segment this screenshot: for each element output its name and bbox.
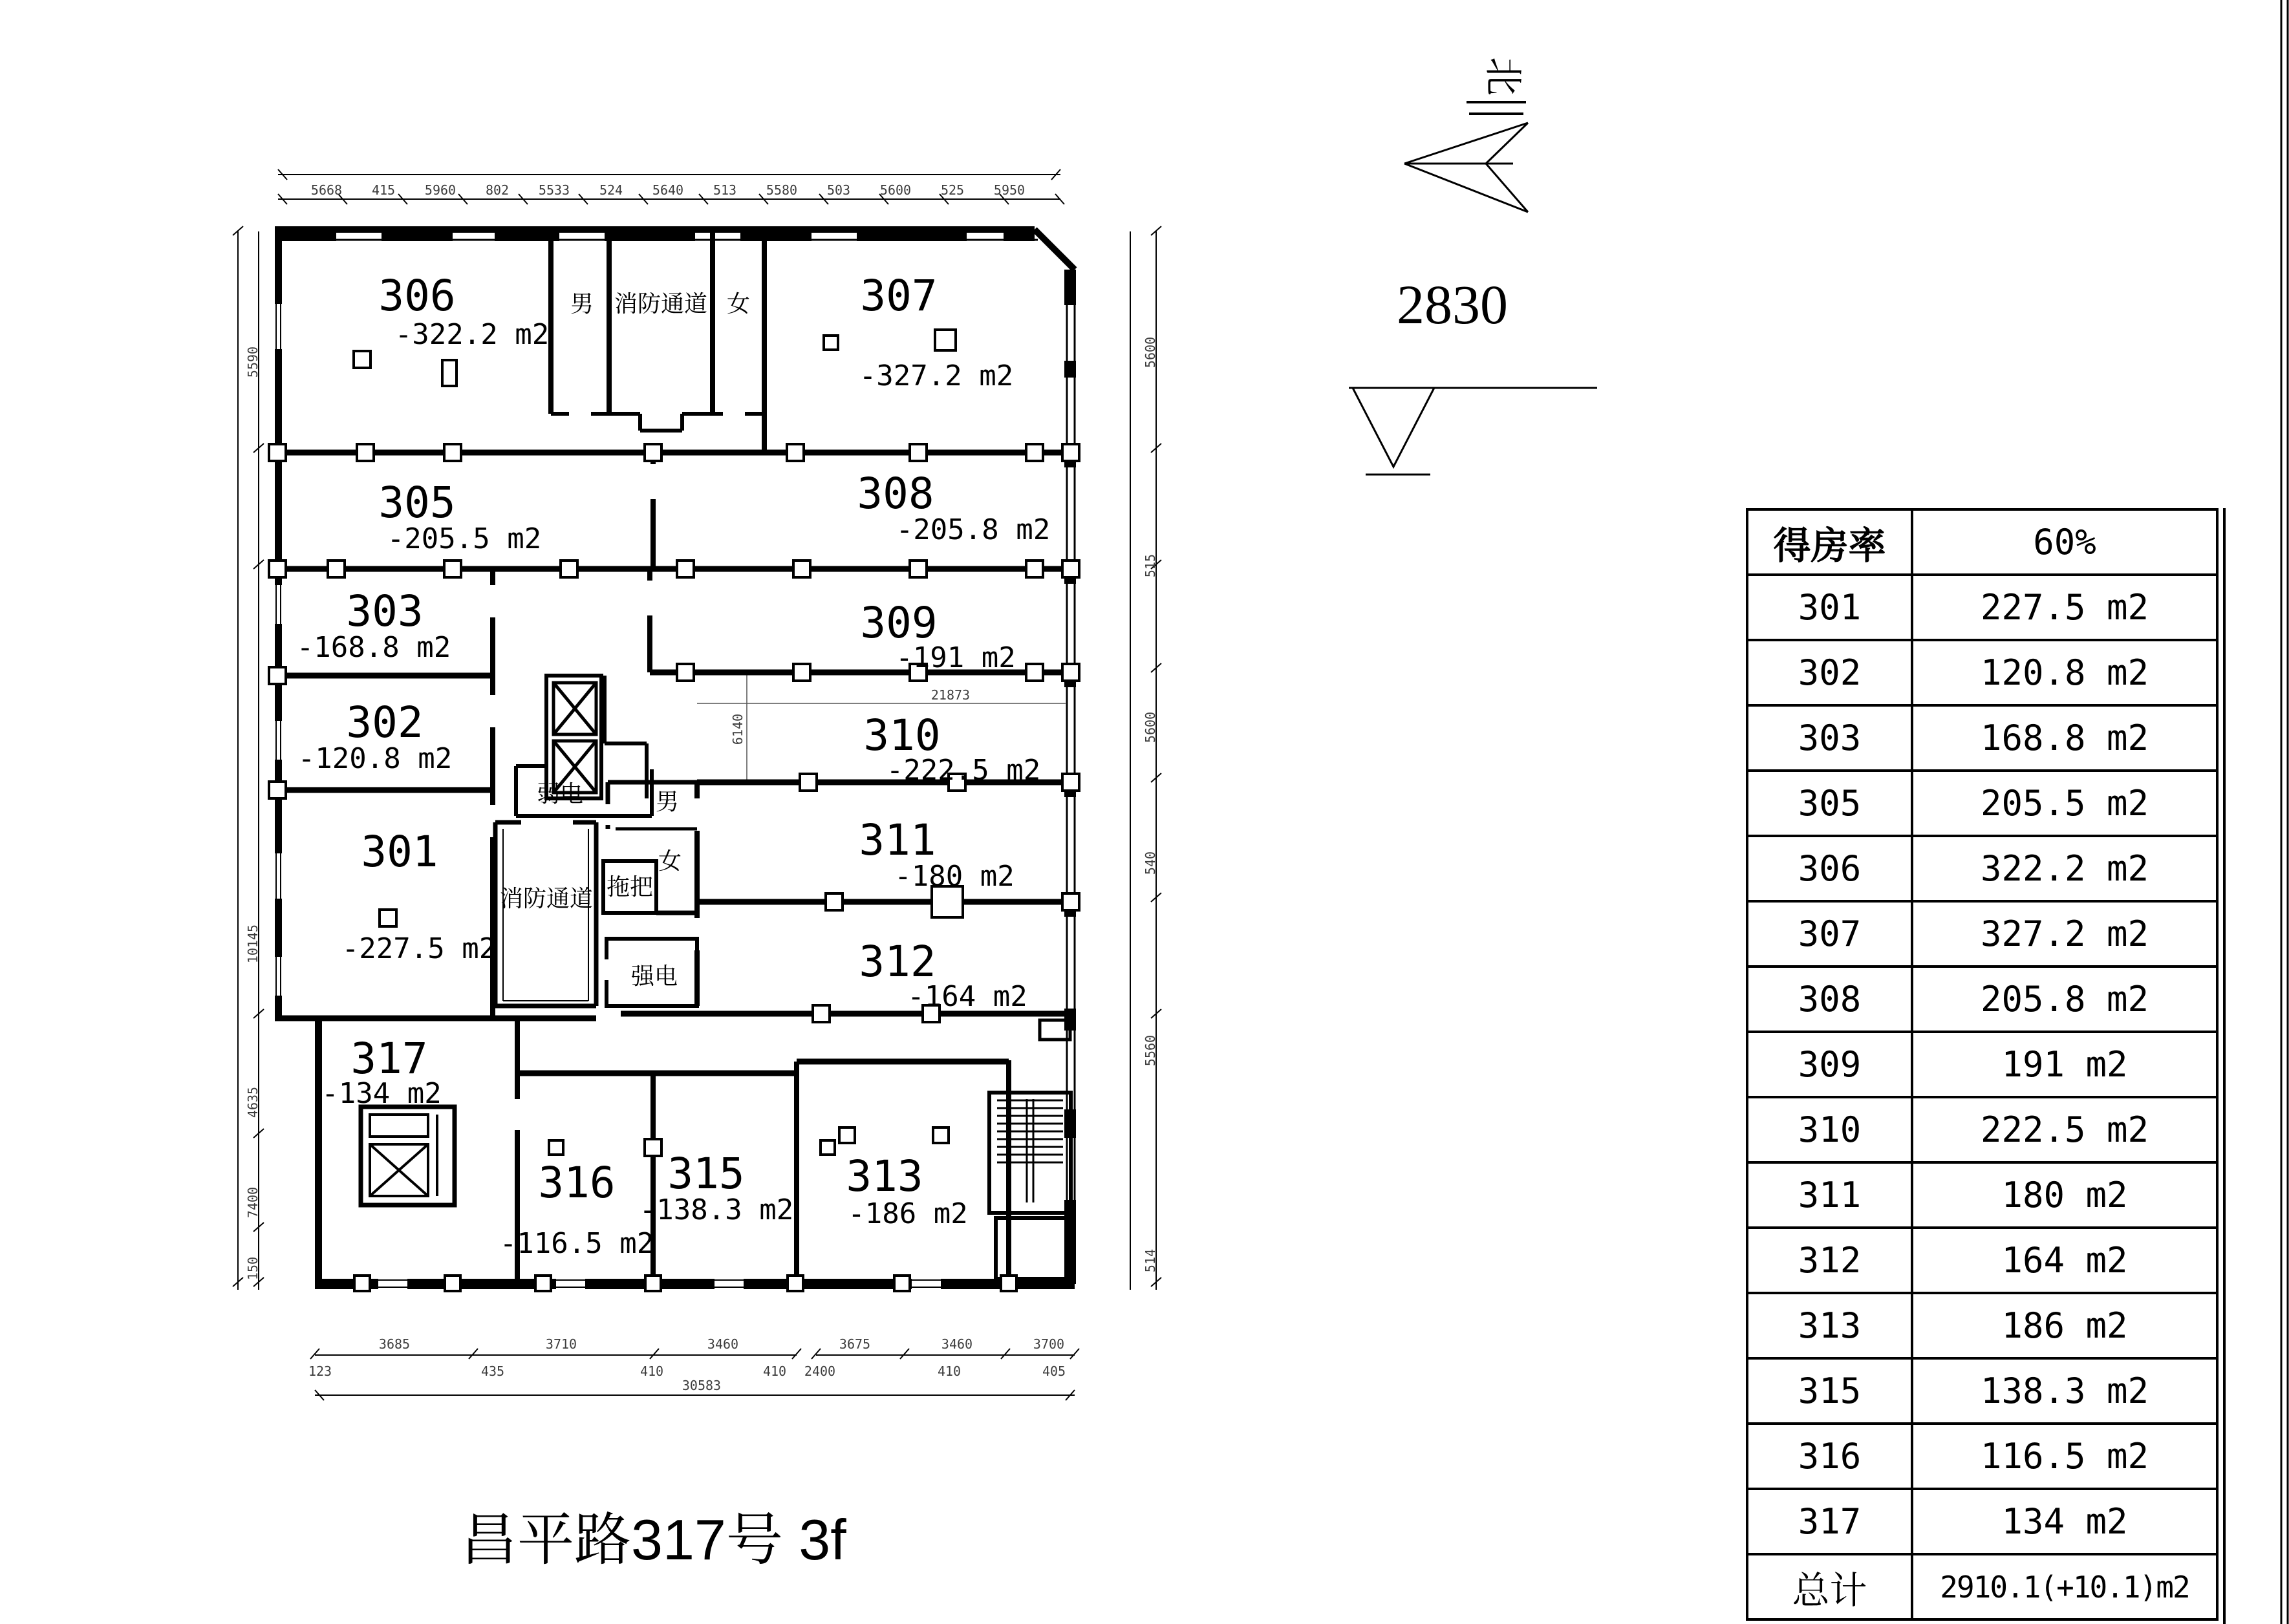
- dim-label: 515: [1143, 553, 1158, 578]
- room-area-cell: 227.5 m2: [1912, 575, 2217, 640]
- room-area-305: -205.5 m2: [387, 522, 542, 555]
- room-area-317: -134 m2: [321, 1077, 442, 1110]
- table-row: [1747, 836, 2217, 901]
- table-header-row: [1747, 509, 2217, 575]
- dim-label: 5600: [879, 182, 912, 198]
- exterior-wall-bottom: [315, 1277, 1075, 1290]
- table-row: [1747, 967, 2217, 1032]
- room-area-cell: 191 m2: [1912, 1032, 2217, 1097]
- area-table-grid: [1746, 508, 2219, 1621]
- dim-label: 5640: [652, 182, 684, 198]
- dim-label: 3460: [941, 1336, 973, 1352]
- room-area-310: -222.5 m2: [886, 754, 1041, 787]
- plan-title: 昌平路317号 3f: [460, 1508, 846, 1572]
- table-row: [1747, 705, 2217, 771]
- room-number-cell: 307: [1747, 901, 1912, 967]
- dim-label: 2400: [804, 1363, 836, 1379]
- room-area-cell: 222.5 m2: [1912, 1097, 2217, 1162]
- room-number-cell: 305: [1747, 771, 1912, 836]
- room-number-307: 307: [860, 271, 938, 321]
- room-area-313: -186 m2: [848, 1197, 968, 1230]
- room-area-309: -191 m2: [896, 641, 1016, 674]
- dim-label: 5960: [424, 182, 457, 198]
- core-label: 女: [726, 290, 751, 317]
- room-area-306: -322.2 m2: [394, 318, 550, 351]
- dim-label: 4635: [245, 1086, 261, 1118]
- dim-label: 30583: [682, 1378, 722, 1393]
- dim-label: 525: [940, 182, 965, 198]
- dim-label: 5590: [245, 346, 261, 378]
- room-number-cell: 312: [1747, 1228, 1912, 1293]
- north-label: 北: [1481, 57, 1525, 96]
- room-number-313: 313: [846, 1151, 923, 1201]
- core-label: 强电: [630, 963, 678, 989]
- room-area-cell: 186 m2: [1912, 1293, 2217, 1358]
- room-number-cell: 315: [1747, 1358, 1912, 1424]
- room-area-cell: 120.8 m2: [1912, 640, 2217, 705]
- room-number-301: 301: [361, 827, 438, 877]
- room-number-cell: 306: [1747, 836, 1912, 901]
- core-label: 男: [570, 290, 594, 317]
- room-labels: [297, 271, 1050, 1260]
- core-label: 拖把: [606, 873, 654, 900]
- room-number-cell: 310: [1747, 1097, 1912, 1162]
- table-row: [1747, 1293, 2217, 1358]
- room-area-cell: 180 m2: [1912, 1162, 2217, 1228]
- room-area-303: -168.8 m2: [296, 631, 451, 664]
- table-row: [1747, 640, 2217, 705]
- dim-label: 5560: [1143, 1034, 1158, 1067]
- north-arrow-icon: [1404, 123, 1528, 212]
- room-number-cell: 313: [1747, 1293, 1912, 1358]
- dim-label: 540: [1143, 851, 1158, 875]
- room-number-cell: 309: [1747, 1032, 1912, 1097]
- room-number-306: 306: [378, 271, 456, 321]
- dim-label: 7400: [245, 1186, 261, 1219]
- north-arrow: [1404, 57, 1528, 212]
- dim-label: 513: [713, 182, 737, 198]
- dim-label: 405: [1042, 1363, 1066, 1379]
- table-total-row: [1747, 1554, 2217, 1619]
- room-area-cell: 164 m2: [1912, 1228, 2217, 1293]
- core-label: 弱电: [536, 780, 584, 807]
- dim-label: 435: [480, 1363, 505, 1379]
- room-area-308: -205.8 m2: [896, 513, 1051, 546]
- dim-label: 524: [599, 182, 623, 198]
- table-row: [1747, 1489, 2217, 1554]
- room-area-311: -180 m2: [894, 860, 1015, 893]
- dim-label: 5580: [766, 182, 798, 198]
- dim-label: 410: [937, 1363, 962, 1379]
- dim-label: 503: [826, 182, 851, 198]
- room-area-307: -327.2 m2: [859, 359, 1014, 392]
- table-header-ratio-value: 60%: [1912, 509, 2217, 575]
- area-table: [1746, 508, 2226, 1624]
- room-area-cell: 205.8 m2: [1912, 967, 2217, 1032]
- room-number-cell: 317: [1747, 1489, 1912, 1554]
- room-number-310: 310: [863, 710, 941, 760]
- room-number-cell: 301: [1747, 575, 1912, 640]
- dim-label: 3685: [378, 1336, 411, 1352]
- dim-label: 410: [639, 1363, 664, 1379]
- dim-label: 6140: [730, 713, 746, 745]
- dim-label: 10145: [245, 924, 261, 964]
- room-area-312: -164 m2: [907, 980, 1027, 1013]
- room-area-cell: 168.8 m2: [1912, 705, 2217, 771]
- dim-label: 514: [1143, 1248, 1158, 1273]
- room-area-316: -116.5 m2: [499, 1227, 654, 1260]
- room-area-cell: 2910.1(+10.1)m2: [1912, 1554, 2217, 1619]
- table-row: [1747, 1032, 2217, 1097]
- dim-label: 150: [245, 1256, 261, 1281]
- core-label: 消防通道: [499, 885, 594, 912]
- dim-label: 3675: [839, 1336, 871, 1352]
- room-number-cell: 316: [1747, 1424, 1912, 1489]
- dim-label: 5533: [538, 182, 570, 198]
- room-number-302: 302: [346, 698, 424, 747]
- table-row: [1747, 1228, 2217, 1293]
- room-area-301: -227.5 m2: [341, 932, 497, 965]
- room-area-302: -120.8 m2: [297, 742, 453, 775]
- room-number-316: 316: [538, 1158, 616, 1208]
- dim-label: 5600: [1143, 711, 1158, 743]
- room-number-311: 311: [859, 815, 936, 865]
- room-number-cell: 308: [1747, 967, 1912, 1032]
- room-number-cell: 303: [1747, 705, 1912, 771]
- core-label: 女: [658, 848, 682, 874]
- room-number-cell: 311: [1747, 1162, 1912, 1228]
- room-area-cell: 116.5 m2: [1912, 1424, 2217, 1489]
- room-area-cell: 205.5 m2: [1912, 771, 2217, 836]
- table-row: [1747, 901, 2217, 967]
- table-row: [1747, 771, 2217, 836]
- room-number-cell: 总计: [1747, 1554, 1912, 1619]
- elevation-mark: [1349, 273, 1597, 475]
- dim-label: 3460: [707, 1336, 739, 1352]
- dim-label: 5600: [1143, 336, 1158, 369]
- table-row: [1747, 1424, 2217, 1489]
- level-symbol-icon: [1349, 388, 1597, 475]
- sheet-border: [2281, 0, 2288, 1624]
- core-label: 男: [655, 788, 680, 815]
- room-number-309: 309: [860, 598, 938, 648]
- table-row: [1747, 1162, 2217, 1228]
- room-number-317: 317: [350, 1034, 428, 1084]
- dim-label: 3700: [1033, 1336, 1065, 1352]
- room-area-cell: 134 m2: [1912, 1489, 2217, 1554]
- room-area-315: -138.3 m2: [639, 1193, 794, 1226]
- table-row: [1747, 1358, 2217, 1424]
- dim-label: 123: [308, 1363, 332, 1379]
- room-number-cell: 302: [1747, 640, 1912, 705]
- room-area-cell: 138.3 m2: [1912, 1358, 2217, 1424]
- dim-label: 410: [762, 1363, 787, 1379]
- room-number-305: 305: [378, 478, 456, 528]
- dim-label: 5950: [993, 182, 1026, 198]
- dim-label: 5668: [310, 182, 343, 198]
- dim-label: 21873: [930, 687, 971, 703]
- room-area-cell: 322.2 m2: [1912, 836, 2217, 901]
- core-label: 消防通道: [614, 290, 708, 317]
- table-header-ratio: 得房率: [1747, 509, 1912, 575]
- room-number-303: 303: [346, 586, 424, 636]
- dim-label: 3710: [545, 1336, 577, 1352]
- elevation-value: 2830: [1397, 273, 1508, 336]
- table-row: [1747, 575, 2217, 640]
- room-area-cell: 327.2 m2: [1912, 901, 2217, 967]
- table-row: [1747, 1097, 2217, 1162]
- dim-label: 415: [371, 182, 396, 198]
- room-number-308: 308: [857, 469, 934, 518]
- room-number-315: 315: [667, 1149, 745, 1199]
- dim-label: 802: [485, 182, 510, 198]
- room-number-312: 312: [859, 937, 936, 987]
